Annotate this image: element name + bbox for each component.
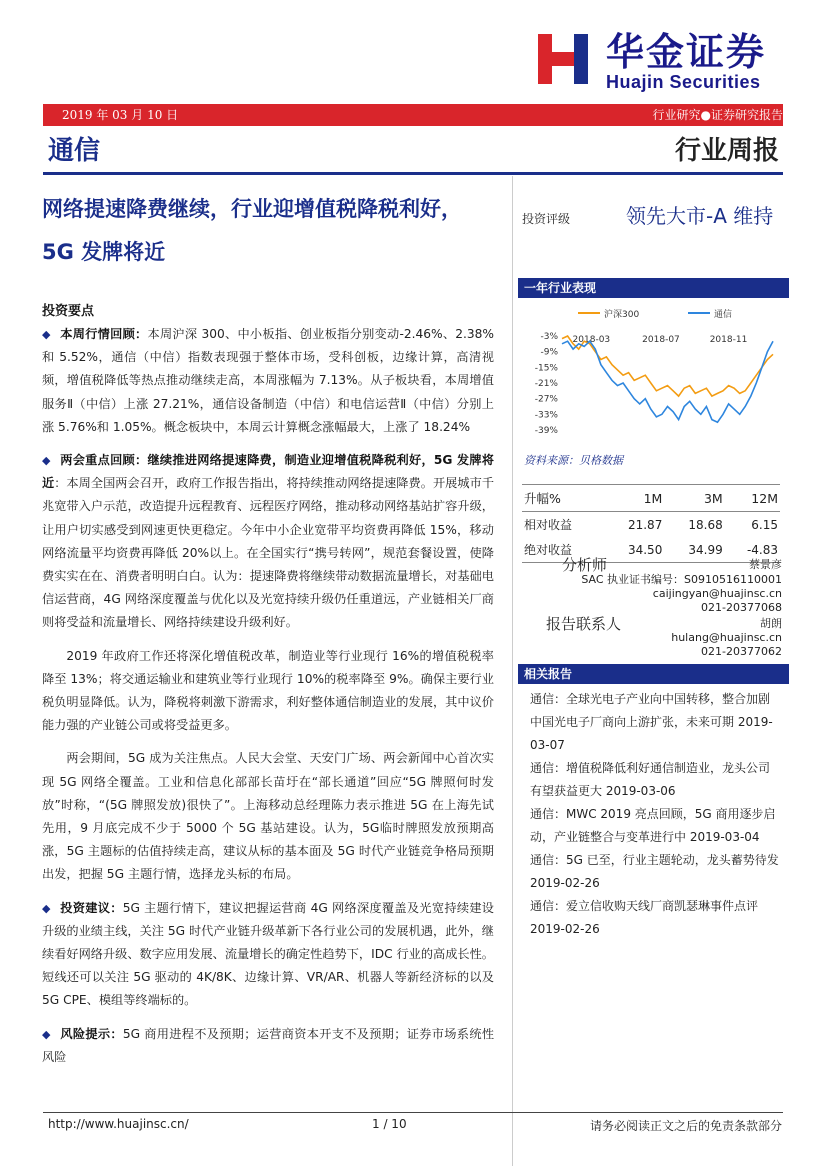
column-divider <box>512 176 513 1166</box>
related-report-link[interactable]: 通信：增值税降低利好通信制造业，龙头公司有望获益更大 2019-03-06 <box>530 761 771 798</box>
table-header-cell: 升幅% <box>522 485 604 512</box>
series-line <box>562 341 773 422</box>
y-tick-label: -33% <box>534 410 558 421</box>
diamond-bullet-icon: ◆ <box>42 901 51 915</box>
header-divider <box>43 172 783 175</box>
brand-name-cn: 华金证券 <box>606 30 767 74</box>
paragraph-risk: ◆ 风险提示：5G 商用进程不及预期；运营商资本开支不及预期；证券市场系统性风险 <box>42 1023 494 1069</box>
main-body <box>42 300 494 1069</box>
analyst-email[interactable]: caijingyan@huajinsc.cn <box>652 587 782 600</box>
logo-icon <box>538 34 600 84</box>
table-cell: 34.50 <box>604 537 664 563</box>
table-cell: 21.87 <box>627 517 663 532</box>
y-tick-label: -27% <box>534 394 558 405</box>
liaison-title: 报告联系人 <box>546 615 622 633</box>
paragraph-market-review: ◆ 本周行情回顾：本周沪深 300、中小板指、创业板指分别变动-2.46%、2.38%和 5.52%，通信（中信）指数表现强于整体市场，受科创板，边缘计算，高清视频，增值税降低等热点推动继续走高，本周涨幅为 7.13%。从子板块看，本周增值服务Ⅱ（中信）上涨 27.21%，通信设备制造（中信）和电信运营Ⅱ（中信）分别上涨 5.76%和 1.05%。概念板块中，本周云计算概念涨幅最大，上涨了 18.24% <box>42 323 494 439</box>
paragraph-investment-advice: ◆ 投资建议：5G 主题行情下，建议把握运营商 4G 网络深度覆盖及光宽持续建设升级的业绩主线，关注 5G 时代产业链升级革新下各行业公司的发展机遇，此外，继续看好网络升级、数字应用发展、流量增长的确定性趋势下，IDC 行业的高成长性。短线还可以关注 5G 驱动的 4K/8K、边缘计算、VR/AR、机器人等新经济标的以及 5G CPE、模组等终端标的。 <box>42 897 494 1013</box>
series-line <box>562 336 773 396</box>
brand-name-en: Huajin Securities <box>606 72 761 92</box>
disclaimer-note: 请务必阅读正文之后的免责条款部分 <box>589 1119 782 1133</box>
liaison-name: 胡朗 <box>760 617 782 630</box>
table-header-cell: 12M <box>725 485 780 512</box>
table-cell: 18.68 <box>688 517 723 532</box>
section-title: 投资要点 <box>42 304 95 319</box>
related-reports-list <box>530 688 783 941</box>
performance-chart <box>518 300 783 440</box>
table-cell: -4.83 <box>725 537 780 563</box>
related-report-link[interactable]: 通信：全球光电子产业向中国转移，整合加剧 中国光电子厂商向上游扩张，未来可期 2019-03-07 <box>530 692 783 752</box>
table-header-cell: 3M <box>664 485 724 512</box>
table-cell: 6.15 <box>751 517 778 532</box>
performance-table <box>522 484 780 563</box>
analyst-phone: 021-20377068 <box>701 601 782 614</box>
table-cell: 绝对收益 <box>522 537 604 563</box>
analyst-contact <box>522 573 782 615</box>
paragraph-5g-focus: 两会期间，5G 成为关注焦点。人民大会堂、天安门广场、两会新闻中心首次实现 5G 网络全覆盖。工业和信息化部部长苗圩在“部长通道”回应“5G 牌照何时发放”时称，“(5G 牌照发放)很快了”。上海移动总经理陈力表示推进 5G 在上海先试先用，9 月底完成不少于 5000 个 5G 基站建设。认为，5G临时牌照发放预期高涨，5G 主题标的估值持续走高，建议从标的基本面及 5G 时代产业链竞争格局预期出发，把握 5G 主题行情，选择龙头标的布局。 <box>42 751 494 882</box>
chart-svg <box>518 300 783 440</box>
table-row <box>522 537 780 563</box>
analyst-title: 分析师 <box>562 556 608 574</box>
rating-value: 领先大市-A 维持 <box>626 204 774 228</box>
liaison-email[interactable]: hulang@huajinsc.cn <box>671 631 782 644</box>
y-tick-label: -21% <box>534 379 558 389</box>
table-cell: 相对收益 <box>524 518 573 532</box>
legend-label: 沪深300 <box>604 310 640 320</box>
analyst-name: 蔡景彦 <box>749 558 782 571</box>
footer-url[interactable]: http://www.huajinsc.cn/ <box>48 1117 189 1131</box>
rating-label: 投资评级 <box>522 212 571 226</box>
related-report-link[interactable]: 通信：爱立信收购天线厂商凯瑟琳事件点评 2019-02-26 <box>530 899 759 936</box>
table-header-row <box>522 485 780 512</box>
diamond-bullet-icon: ◆ <box>42 1027 51 1041</box>
table-row <box>522 512 780 538</box>
y-tick-label: -3% <box>540 332 558 342</box>
sector-label: 通信 <box>48 136 101 166</box>
page-number: 1 / 10 <box>372 1117 407 1131</box>
related-reports-title: 相关报告 <box>518 664 789 684</box>
table-header-cell: 1M <box>604 485 664 512</box>
liaison-contact <box>542 617 782 659</box>
x-tick-label: 2018-07 <box>642 335 680 345</box>
diamond-bullet-icon: ◆ <box>42 328 51 341</box>
x-tick-label: 2018-03 <box>572 335 611 345</box>
report-title-line2: 5G 发牌将近 <box>42 240 166 264</box>
paragraph-two-sessions: ◆ 两会重点回顾：继续推进网络提速降费，制造业迎增值税降税利好，5G 发牌将近：本周全国两会召开，政府工作报告指出，将持续推动网络提速降费。开展城市千兆宽带入户示范，改造提升远程教育、远程医疗网络，推动移动网络基站扩容升级，让用户切实感受到网速更快更稳定。今年中小企业宽带平均资费再降低 15%，移动网络流量平均资费再降低 20%以上。在全国实行“携号转网”，规范套餐设置，使降费实实在在、消费者明明白白。认为：提速降费将继续带动数据流量增长，对基础电信运营商，4G 网络深度覆盖与优化以及光宽持续升级仍任重道远，产业链相关厂商则将受益和流量增长、网络持续建设升级利好。 <box>42 449 494 635</box>
report-date: 2019 年 03 月 10 日 <box>62 108 179 122</box>
performance-title: 一年行业表现 <box>518 278 789 298</box>
document-type: 行业研究●证券研究报告 <box>652 108 783 122</box>
related-report-link[interactable]: 通信：MWC 2019 亮点回顾，5G 商用逐步启动，产业链整合与变革进行中 2019-03-04 <box>530 807 776 844</box>
y-tick-label: -15% <box>534 363 558 374</box>
footer-divider <box>43 1112 783 1113</box>
table-cell: 34.99 <box>664 537 724 563</box>
data-source: 资料来源：贝格数据 <box>524 454 623 467</box>
report-title-line1: 网络提速降费继续，行业迎增值税降税利好， <box>42 197 462 221</box>
diamond-bullet-icon: ◆ <box>42 454 51 468</box>
y-tick-label: -9% <box>540 347 558 358</box>
analyst-license: SAC 执业证书编号：S0910516110001 <box>581 573 782 586</box>
liaison-phone: 021-20377062 <box>701 645 782 658</box>
legend-label: 通信 <box>714 310 733 320</box>
report-kind: 行业周报 <box>674 136 779 166</box>
x-tick-label: 2018-11 <box>709 335 748 345</box>
y-tick-label: -39% <box>534 426 558 436</box>
related-report-link[interactable]: 通信：5G 已至，行业主题轮动，龙头蓄势待发 2019-02-26 <box>530 853 779 890</box>
paragraph-vat-reform: 2019 年政府工作还将深化增值税改革，制造业等行业现行 16%的增值税税率降至 13%；将交通运输业和建筑业等行业现行 10%的税率降至 9%。确保主要行业税负明显降低。认为，降税将刺激下游需求，利好整体通信制造业的发展，其中议价能力强的产业链公司或将受益更多。 <box>42 648 494 733</box>
